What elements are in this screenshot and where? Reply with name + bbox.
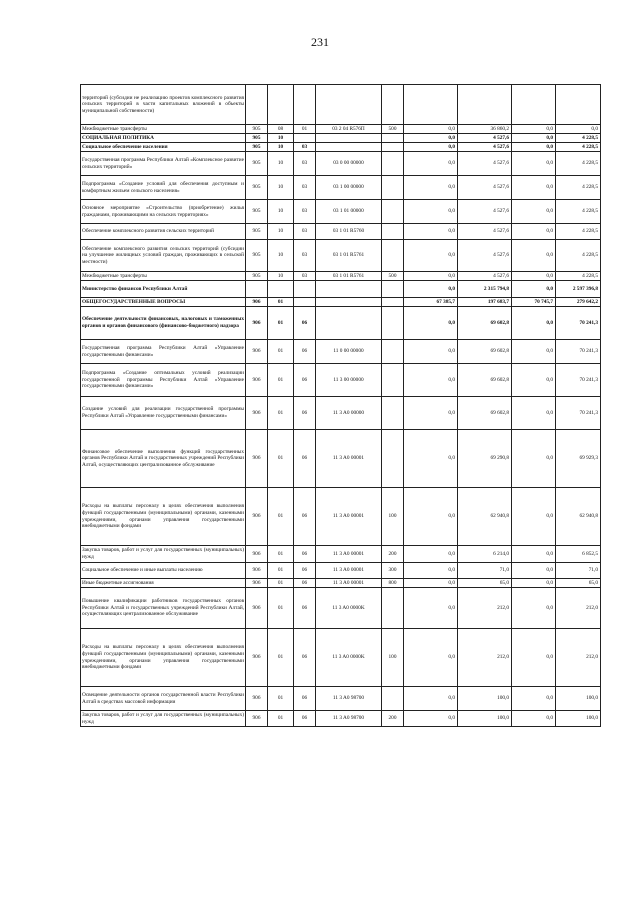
amount-3: 0,0 [512, 143, 556, 152]
ministry-code: 906 [246, 488, 268, 546]
table-row [81, 364, 601, 397]
subsection-code: 06 [294, 711, 316, 727]
subsection-code [294, 281, 316, 298]
ministry-code: 905 [246, 143, 268, 152]
section-code: 01 [268, 563, 294, 579]
amount-4: 70 241,3 [556, 307, 601, 340]
amount-1: 0,0 [404, 281, 458, 298]
table-row [81, 397, 601, 430]
amount-1: 0,0 [404, 430, 458, 488]
amount-3 [512, 85, 556, 125]
row-name: территорий (субсидии не реализацию проектов комплексного развития сельских территорий в части капитальных вложений в объекты муниципальной собственности) [81, 85, 246, 125]
target-article-code: 03 1 01 R5760 [316, 224, 382, 240]
amount-3: 0,0 [512, 152, 556, 176]
section-code: 10 [268, 152, 294, 176]
expense-type-code [382, 281, 404, 298]
expense-type-code: 500 [382, 125, 404, 134]
amount-2: 65,0 [458, 579, 512, 588]
amount-1: 0,0 [404, 176, 458, 200]
amount-1: 0,0 [404, 240, 458, 272]
amount-3: 0,0 [512, 687, 556, 711]
amount-4: 62 940,8 [556, 488, 601, 546]
amount-2: 4 527,6 [458, 134, 512, 143]
amount-2: 2 315 794,8 [458, 281, 512, 298]
row-name: Расходы на выплаты персоналу в целях обеспечения выполнения функций государственными (муниципальными) органами, казенными учреждениями, органами управления государственными внебюджетными фондами [81, 629, 246, 687]
amount-2: 212,0 [458, 629, 512, 687]
amount-4: 4 228,5 [556, 240, 601, 272]
ministry-code: 906 [246, 563, 268, 579]
amount-1: 0,0 [404, 579, 458, 588]
subsection-code: 06 [294, 307, 316, 340]
subsection-code: 06 [294, 364, 316, 397]
ministry-code: 905 [246, 134, 268, 143]
amount-1: 0,0 [404, 152, 458, 176]
section-code: 01 [268, 340, 294, 364]
section-code: 01 [268, 364, 294, 397]
ministry-code: 906 [246, 340, 268, 364]
section-code [268, 281, 294, 298]
section-code: 01 [268, 546, 294, 563]
table-row [81, 687, 601, 711]
expense-type-code [382, 240, 404, 272]
expense-type-code: 200 [382, 711, 404, 727]
budget-table [80, 84, 601, 727]
table-row [81, 340, 601, 364]
amount-1: 0,0 [404, 125, 458, 134]
expense-type-code [382, 85, 404, 125]
subsection-code: 03 [294, 200, 316, 224]
amount-4: 0,0 [556, 125, 601, 134]
section-code: 01 [268, 579, 294, 588]
row-name: Подпрограмма «Создание оптимальных условий реализации государственной программы Республики Алтай «Управление государственными финансами» [81, 364, 246, 397]
amount-1: 0,0 [404, 307, 458, 340]
ministry-code: 905 [246, 272, 268, 281]
row-name: Министерство финансов Республики Алтай [81, 281, 246, 298]
row-name: Обеспечение комплексного развития сельских территорий (субсидии на улучшение жилищных условий граждан, проживающих в сельской местности) [81, 240, 246, 272]
section-code: 01 [268, 488, 294, 546]
amount-4: 4 228,5 [556, 143, 601, 152]
amount-3: 0,0 [512, 397, 556, 430]
row-name: ОБЩЕГОСУДАРСТВЕННЫЕ ВОПРОСЫ [81, 298, 246, 307]
target-article-code: 11 3 A0 98700 [316, 711, 382, 727]
amount-3: 0,0 [512, 272, 556, 281]
row-name: Повышение квалификации работников государственных органов Республики Алтай и государственных учреждений Республики Алтай, осуществляющих централизованное обслуживание [81, 588, 246, 629]
expense-type-code: 200 [382, 546, 404, 563]
subsection-code: 03 [294, 152, 316, 176]
expense-type-code [382, 588, 404, 629]
target-article-code [316, 298, 382, 307]
ministry-code: 905 [246, 200, 268, 224]
subsection-code: 06 [294, 397, 316, 430]
amount-2: 100,0 [458, 687, 512, 711]
amount-2 [458, 85, 512, 125]
amount-4: 4 228,5 [556, 134, 601, 143]
amount-2: 69 290,8 [458, 430, 512, 488]
expense-type-code [382, 397, 404, 430]
amount-3: 0,0 [512, 579, 556, 588]
target-article-code: 11 3 00 00000 [316, 364, 382, 397]
amount-1: 0,0 [404, 588, 458, 629]
amount-3: 0,0 [512, 629, 556, 687]
ministry-code [246, 85, 268, 125]
amount-3: 0,0 [512, 125, 556, 134]
table-row [81, 176, 601, 200]
expense-type-code: 300 [382, 563, 404, 579]
row-name: Государственная программа Республики Алтай «Комплексное развитие сельских территорий» [81, 152, 246, 176]
ministry-code: 905 [246, 224, 268, 240]
target-article-code [316, 307, 382, 340]
expense-type-code [382, 430, 404, 488]
amount-3: 0,0 [512, 281, 556, 298]
target-article-code: 11 3 A0 00001 [316, 563, 382, 579]
amount-2: 4 527,6 [458, 152, 512, 176]
amount-2: 69 602,8 [458, 397, 512, 430]
expense-type-code [382, 152, 404, 176]
section-code: 10 [268, 143, 294, 152]
target-article-code: 03 1 01 R5761 [316, 240, 382, 272]
subsection-code [294, 134, 316, 143]
expense-type-code [382, 687, 404, 711]
target-article-code: 11 3 A0 00001 [316, 579, 382, 588]
table-row [81, 579, 601, 588]
table-row [81, 272, 601, 281]
amount-4: 70 241,3 [556, 340, 601, 364]
amount-3: 0,0 [512, 307, 556, 340]
amount-3: 0,0 [512, 176, 556, 200]
amount-2: 36 860,2 [458, 125, 512, 134]
amount-4: 279 642,2 [556, 298, 601, 307]
row-name: Социальное обеспечение населения [81, 143, 246, 152]
row-name: Межбюджетные трансферты [81, 272, 246, 281]
amount-3: 0,0 [512, 340, 556, 364]
ministry-code [246, 281, 268, 298]
subsection-code: 03 [294, 272, 316, 281]
expense-type-code [382, 298, 404, 307]
amount-2: 4 527,6 [458, 143, 512, 152]
subsection-code: 06 [294, 546, 316, 563]
expense-type-code [382, 200, 404, 224]
amount-4: 212,0 [556, 629, 601, 687]
amount-3: 0,0 [512, 364, 556, 397]
amount-4: 70 241,3 [556, 397, 601, 430]
amount-1: 0,0 [404, 134, 458, 143]
table-row [81, 224, 601, 240]
expense-type-code [382, 176, 404, 200]
target-article-code [316, 143, 382, 152]
target-article-code: 11 3 A0 00001 [316, 430, 382, 488]
table-row [81, 298, 601, 307]
amount-4: 4 228,5 [556, 272, 601, 281]
ministry-code: 906 [246, 307, 268, 340]
amount-1: 0,0 [404, 143, 458, 152]
expense-type-code: 100 [382, 629, 404, 687]
section-code: 10 [268, 224, 294, 240]
table-row [81, 134, 601, 143]
amount-2: 100,0 [458, 711, 512, 727]
amount-1: 0,0 [404, 687, 458, 711]
amount-1: 0,0 [404, 340, 458, 364]
table-row [81, 125, 601, 134]
target-article-code: 03 1 00 00000 [316, 176, 382, 200]
section-code: 10 [268, 134, 294, 143]
amount-1: 0,0 [404, 546, 458, 563]
section-code: 01 [268, 588, 294, 629]
target-article-code: 03 0 00 00000 [316, 152, 382, 176]
amount-2: 69 602,8 [458, 340, 512, 364]
subsection-code: 03 [294, 143, 316, 152]
expense-type-code [382, 340, 404, 364]
amount-3: 0,0 [512, 240, 556, 272]
ministry-code: 906 [246, 298, 268, 307]
section-code [268, 85, 294, 125]
section-code: 10 [268, 272, 294, 281]
ministry-code: 905 [246, 152, 268, 176]
row-name: Государственная программа Республики Алтай «Управление государственными финансами» [81, 340, 246, 364]
section-code: 01 [268, 687, 294, 711]
amount-4: 4 228,5 [556, 176, 601, 200]
target-article-code: 11 3 A0 00000 [316, 397, 382, 430]
subsection-code: 01 [294, 125, 316, 134]
row-name: Расходы на выплаты персоналу в целях обеспечения выполнения функций государственными (муниципальными) органами, казенными учреждениями, органами управления государственными внебюджетными фондами [81, 488, 246, 546]
amount-2: 71,0 [458, 563, 512, 579]
amount-1: 0,0 [404, 364, 458, 397]
subsection-code: 06 [294, 588, 316, 629]
amount-4: 2 597 396,8 [556, 281, 601, 298]
amount-3: 0,0 [512, 711, 556, 727]
row-name: Обеспечение деятельности финансовых, налоговых и таможенных органов и органов финансового (финансово-бюджетного) надзора [81, 307, 246, 340]
table-row [81, 711, 601, 727]
ministry-code: 906 [246, 397, 268, 430]
section-code: 10 [268, 200, 294, 224]
section-code: 01 [268, 711, 294, 727]
budget-rows [81, 85, 601, 727]
amount-1: 0,0 [404, 488, 458, 546]
ministry-code: 906 [246, 430, 268, 488]
target-article-code: 11 0 00 00000 [316, 340, 382, 364]
amount-1: 0,0 [404, 397, 458, 430]
amount-4: 212,0 [556, 588, 601, 629]
table-row [81, 588, 601, 629]
subsection-code [294, 85, 316, 125]
table-row [81, 430, 601, 488]
row-name: Закупка товаров, работ и услуг для государственных (муниципальных) нужд [82, 711, 244, 725]
ministry-code: 906 [246, 588, 268, 629]
amount-3: 0,0 [512, 430, 556, 488]
target-article-code: 03 2 04 R576П [316, 125, 382, 134]
amount-3: 0,0 [512, 134, 556, 143]
target-article-code [316, 85, 382, 125]
amount-1: 0,0 [404, 200, 458, 224]
ministry-code: 905 [246, 176, 268, 200]
subsection-code [294, 298, 316, 307]
amount-2: 69 602,8 [458, 307, 512, 340]
row-name: Межбюджетные трансферты [81, 125, 246, 134]
amount-4: 100,0 [556, 711, 601, 727]
amount-3: 0,0 [512, 588, 556, 629]
expense-type-code: 500 [382, 272, 404, 281]
ministry-code: 905 [246, 125, 268, 134]
section-code: 01 [268, 307, 294, 340]
row-name: Создание условий для реализации государственной программы Республики Алтай «Управление государственными финансами» [81, 397, 246, 430]
expense-type-code [382, 307, 404, 340]
amount-3: 0,0 [512, 563, 556, 579]
expense-type-code: 100 [382, 488, 404, 546]
amount-2: 4 527,6 [458, 224, 512, 240]
subsection-code: 06 [294, 687, 316, 711]
row-name: Социальное обеспечение и иные выплаты населению [81, 563, 246, 579]
expense-type-code [382, 224, 404, 240]
ministry-code: 906 [246, 629, 268, 687]
amount-1 [404, 85, 458, 125]
amount-2: 197 683,7 [458, 298, 512, 307]
amount-2: 4 527,6 [458, 176, 512, 200]
amount-4: 4 228,5 [556, 152, 601, 176]
row-name: Подпрограмма «Создание условий для обеспечения доступным и комфортным жильем сельского населения» [81, 176, 246, 200]
amount-1: 0,0 [404, 711, 458, 727]
amount-4: 71,0 [556, 563, 601, 579]
section-code: 01 [268, 397, 294, 430]
amount-2: 212,0 [458, 588, 512, 629]
row-name: Финансовое обеспечение выполнения функций государственных органов Республики Алтай и государственных учреждений Республики Алтай, осуществляющих централизованное обслуживание [81, 430, 246, 488]
row-name: СОЦИАЛЬНАЯ ПОЛИТИКА [81, 134, 246, 143]
section-code: 08 [268, 125, 294, 134]
target-article-code: 03 1 01 R5761 [316, 272, 382, 281]
amount-3: 0,0 [512, 546, 556, 563]
amount-2: 4 527,6 [458, 272, 512, 281]
ministry-code: 906 [246, 364, 268, 397]
row-name: Закупка товаров, работ и услуг для государственных (муниципальных) нужд [81, 546, 246, 563]
amount-4: 100,0 [556, 687, 601, 711]
section-code: 01 [268, 629, 294, 687]
table-row [81, 307, 601, 340]
table-row [81, 281, 601, 298]
expense-type-code [382, 134, 404, 143]
subsection-code: 03 [294, 224, 316, 240]
table-row [81, 563, 601, 579]
amount-1: 67 385,7 [404, 298, 458, 307]
section-code: 10 [268, 240, 294, 272]
subsection-code: 06 [294, 579, 316, 588]
amount-3: 0,0 [512, 488, 556, 546]
amount-4: 65,0 [556, 579, 601, 588]
amount-3: 0,0 [512, 200, 556, 224]
subsection-code: 06 [294, 563, 316, 579]
ministry-code: 906 [246, 711, 268, 727]
target-article-code: 11 3 A0 0000K [316, 629, 382, 687]
row-name: Освещение деятельности органов государственной власти Республики Алтай в средствах массовой информации [81, 687, 246, 711]
subsection-code: 03 [294, 240, 316, 272]
target-article-code [316, 281, 382, 298]
row-name: Основное мероприятие «Строительство (приобретение) жилья гражданами, проживающими на сельских территориях» [81, 200, 246, 224]
target-article-code: 03 1 01 00000 [316, 200, 382, 224]
target-article-code [316, 134, 382, 143]
ministry-code: 906 [246, 687, 268, 711]
amount-4 [556, 85, 601, 125]
amount-2: 69 602,8 [458, 364, 512, 397]
amount-4: 4 228,5 [556, 224, 601, 240]
ministry-code: 906 [246, 579, 268, 588]
amount-2: 62 940,8 [458, 488, 512, 546]
subsection-code: 06 [294, 340, 316, 364]
amount-4: 70 241,3 [556, 364, 601, 397]
table-row [81, 546, 601, 563]
expense-type-code [382, 143, 404, 152]
table-row [81, 629, 601, 687]
amount-1: 0,0 [404, 224, 458, 240]
subsection-code: 03 [294, 176, 316, 200]
amount-3: 0,0 [512, 224, 556, 240]
amount-1: 0,0 [404, 563, 458, 579]
amount-3: 70 745,7 [512, 298, 556, 307]
amount-4: 4 228,5 [556, 200, 601, 224]
amount-4: 69 929,3 [556, 430, 601, 488]
page-number: 231 [311, 35, 329, 49]
expense-type-code [382, 364, 404, 397]
target-article-code: 11 3 A0 98700 [316, 687, 382, 711]
row-name: Обеспечение комплексного развития сельских территорий [81, 224, 246, 240]
section-code: 01 [268, 298, 294, 307]
subsection-code: 06 [294, 488, 316, 546]
amount-4: 6 852,5 [556, 546, 601, 563]
amount-2: 6 214,0 [458, 546, 512, 563]
section-code: 10 [268, 176, 294, 200]
table-row [81, 85, 601, 125]
target-article-code: 11 3 A0 00001 [316, 546, 382, 563]
table-row [81, 143, 601, 152]
table-row [81, 240, 601, 272]
target-article-code: 11 3 A0 0000K [316, 588, 382, 629]
subsection-code: 06 [294, 430, 316, 488]
ministry-code: 905 [246, 240, 268, 272]
subsection-code: 06 [294, 629, 316, 687]
target-article-code: 11 3 A0 00001 [316, 488, 382, 546]
section-code: 01 [268, 430, 294, 488]
amount-2: 4 527,6 [458, 200, 512, 224]
row-name: Иные бюджетные ассигнования [81, 579, 246, 588]
amount-2: 4 527,6 [458, 240, 512, 272]
table-row [81, 152, 601, 176]
table-row [81, 488, 601, 546]
amount-1: 0,0 [404, 272, 458, 281]
table-row [81, 200, 601, 224]
amount-1: 0,0 [404, 629, 458, 687]
ministry-code: 906 [246, 546, 268, 563]
expense-type-code: 800 [382, 579, 404, 588]
